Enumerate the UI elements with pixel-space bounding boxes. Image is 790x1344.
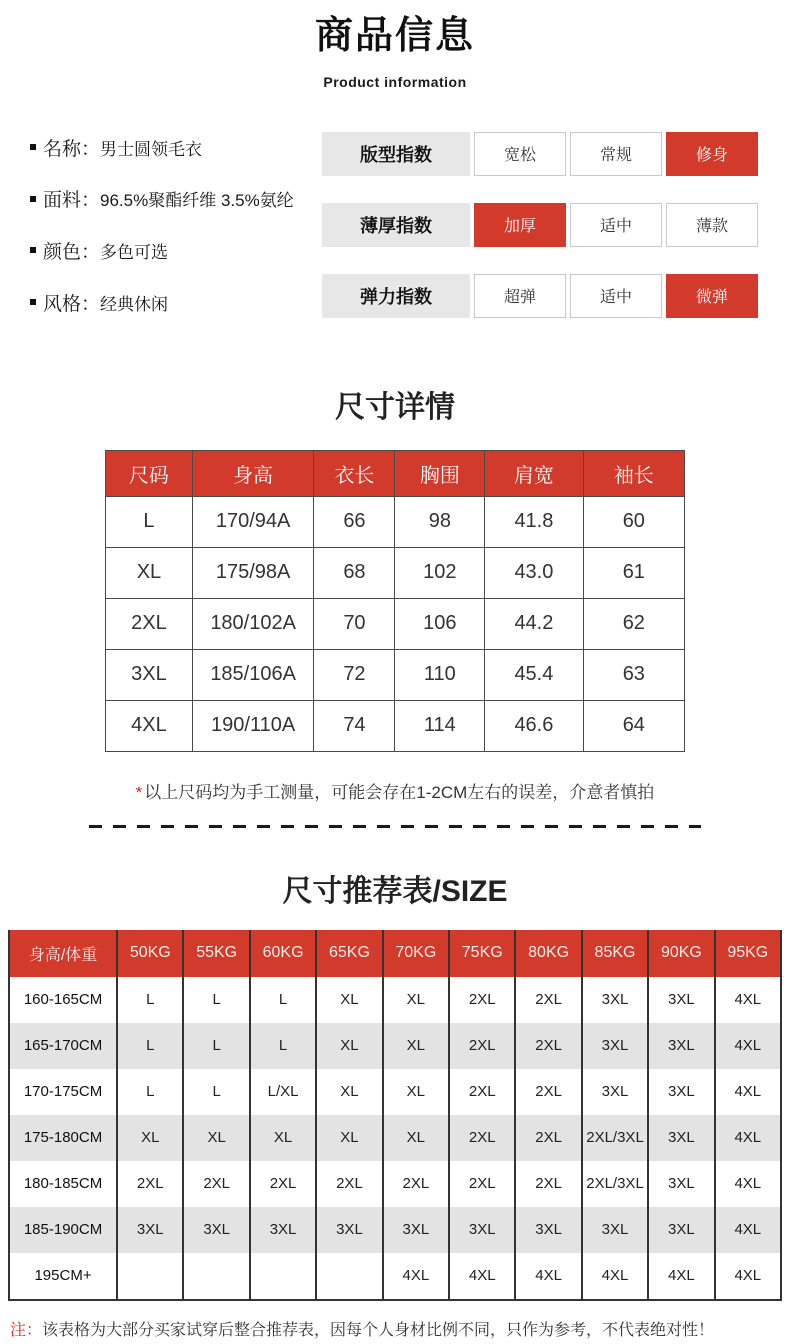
table-cell: XL [183,1115,249,1161]
table-cell: XL [383,1023,449,1069]
table-cell: 4XL [515,1253,581,1300]
table-row [9,1207,781,1253]
table-cell: 2XL [515,977,581,1023]
bullet-square-icon [30,196,36,202]
table-cell: 61 [583,547,684,598]
size-detail-title: 尺寸详情 [335,390,455,424]
table-cell: 175-180CM [23,1129,103,1147]
table-cell: L [117,977,183,1023]
table-cell: 195CM+ [34,1267,92,1285]
index-option-selected: 修身 [666,132,758,176]
bottom-note-text: 该表格为大部分买家试穿后整合推荐表，因每个人身材比例不同，只作为参考，不代表绝对性！ [42,1321,715,1339]
table-cell: 3XL [648,1115,714,1161]
table-cell: 2XL [250,1161,316,1207]
table-cell: 185/106A [192,649,314,700]
attribute-value: 96.5%聚酯纤维 3.5%氨纶 [100,191,294,211]
attribute-item [30,185,322,212]
table-cell: 3XL [582,977,648,1023]
bullet-square-icon [30,144,36,150]
attribute-value: 经典休闲 [100,294,169,314]
table-cell: 3XL [449,1207,515,1253]
attribute-item [30,237,322,264]
table-cell: 2XL/3XL [582,1115,648,1161]
table-header-cell: 70KG [383,930,449,977]
measure-note [0,778,790,803]
table-cell: 102 [395,547,485,598]
table-cell: XL [117,1115,183,1161]
table-cell: 4XL [715,977,781,1023]
table-row [9,1069,781,1115]
table-cell: L [117,1023,183,1069]
size-recommend-header [9,930,781,977]
page-header [0,0,790,90]
table-cell: 2XL [515,1023,581,1069]
table-cell: 43.0 [485,547,583,598]
table-header-cell: 肩宽 [485,450,583,496]
table-cell: 4XL [106,700,193,751]
bottom-note [0,1317,790,1340]
table-row [106,649,685,700]
product-info-section [0,132,790,318]
table-cell: 98 [395,496,485,547]
index-row [322,203,758,247]
index-option-selected: 微弹 [666,274,758,318]
table-cell: XL [383,977,449,1023]
table-cell: 46.6 [485,700,583,751]
table-cell: XL [250,1115,316,1161]
table-cell [316,1253,382,1300]
table-cell: 3XL [648,1207,714,1253]
table-cell: 2XL [383,1161,449,1207]
table-cell: L [117,1069,183,1115]
table-cell: 3XL [582,1069,648,1115]
table-row [9,1115,781,1161]
table-cell: 70 [314,598,395,649]
table-cell: 2XL [449,1023,515,1069]
table-cell: 3XL [582,1023,648,1069]
table-cell: 3XL [106,649,193,700]
table-cell: XL [316,1023,382,1069]
table-cell: 4XL [383,1253,449,1300]
table-cell: 4XL [715,1023,781,1069]
table-header-cell: 衣长 [314,450,395,496]
table-cell: 62 [583,598,684,649]
table-header-cell: 75KG [449,930,515,977]
table-cell: 2XL [449,1115,515,1161]
table-cell: 3XL [250,1207,316,1253]
table-cell: 180/102A [192,598,314,649]
table-cell: L [250,977,316,1023]
table-cell: 2XL [183,1161,249,1207]
table-cell: 60 [583,496,684,547]
size-detail-body [106,496,685,751]
table-cell [183,1253,249,1300]
size-detail-table [105,450,685,752]
asterisk-icon: * [135,782,143,802]
table-header-cell: 袖长 [583,450,684,496]
index-row [322,274,758,318]
table-cell: 2XL [515,1161,581,1207]
table-cell: 4XL [449,1253,515,1300]
attribute-value: 男士圆领毛衣 [100,139,203,159]
table-header-cell: 80KG [515,930,581,977]
measure-note-text: 以上尺码均为手工测量，可能会存在1-2CM左右的误差，介意者慎拍 [144,782,655,802]
page-title: 商品信息 [314,15,475,57]
table-cell: 4XL [715,1115,781,1161]
index-option: 适中 [570,203,662,247]
table-cell: 3XL [582,1207,648,1253]
table-cell: 106 [395,598,485,649]
size-detail-header [106,450,685,496]
table-cell: 3XL [316,1207,382,1253]
index-option: 适中 [570,274,662,318]
table-row [106,547,685,598]
table-cell: 4XL [715,1161,781,1207]
attribute-label: 名称： [43,138,101,160]
index-option: 超弹 [474,274,566,318]
table-header-cell: 身高 [192,450,314,496]
table-cell: L [183,1023,249,1069]
table-cell [117,1253,183,1300]
attribute-label: 颜色： [43,241,101,263]
table-cell: 3XL [117,1207,183,1253]
table-cell: 170/94A [192,496,314,547]
attribute-item [30,134,322,161]
table-row [106,598,685,649]
attribute-list [30,132,322,316]
table-cell: 66 [314,496,395,547]
table-cell: 72 [314,649,395,700]
table-cell: XL [316,1069,382,1115]
table-cell: 175/98A [192,547,314,598]
size-recommend-title: 尺寸推荐表/SIZE [282,874,508,908]
table-cell: 2XL [117,1161,183,1207]
table-header-cell: 85KG [582,930,648,977]
index-option-selected: 加厚 [474,203,566,247]
table-header-cell: 95KG [715,930,781,977]
table-cell: XL [106,547,193,598]
table-cell: 185-190CM [23,1221,103,1239]
table-cell: 4XL [715,1253,781,1300]
table-header-row [106,450,685,496]
table-cell: 4XL [582,1253,648,1300]
index-option: 常规 [570,132,662,176]
page-subtitle: Product information [323,73,467,90]
table-row [9,1253,781,1300]
table-header-cell: 身高/体重 [9,930,117,977]
index-label: 版型指数 [322,132,470,176]
table-cell: 4XL [715,1069,781,1115]
table-header-cell: 55KG [183,930,249,977]
table-cell: L [106,496,193,547]
table-row [9,977,781,1023]
table-cell: 2XL [449,1069,515,1115]
attribute-label: 面料： [43,190,101,212]
table-cell: L/XL [250,1069,316,1115]
table-header-cell: 90KG [648,930,714,977]
bullet-square-icon [30,247,36,253]
table-cell: 64 [583,700,684,751]
bullet-square-icon [30,299,36,305]
table-cell: 4XL [648,1253,714,1300]
table-cell: 3XL [648,1023,714,1069]
index-row [322,132,758,176]
dashed-divider [89,825,701,828]
table-cell: 2XL [449,977,515,1023]
table-cell: XL [316,977,382,1023]
table-cell: 2XL [316,1161,382,1207]
table-cell: 114 [395,700,485,751]
table-cell: XL [316,1115,382,1161]
table-cell: 63 [583,649,684,700]
table-cell: 3XL [183,1207,249,1253]
table-cell: 2XL [106,598,193,649]
table-row [106,700,685,751]
index-label: 弹力指数 [322,274,470,318]
table-cell: 190/110A [192,700,314,751]
table-cell: 2XL [449,1161,515,1207]
table-row [9,1161,781,1207]
table-header-cell: 65KG [316,930,382,977]
table-cell: L [250,1023,316,1069]
table-cell: 3XL [648,977,714,1023]
table-cell: 4XL [715,1207,781,1253]
table-cell: 44.2 [485,598,583,649]
attribute-label: 风格： [43,293,101,315]
table-header-row [9,930,781,977]
table-cell: L [183,977,249,1023]
index-option: 宽松 [474,132,566,176]
attribute-item [30,289,322,316]
table-cell: L [183,1069,249,1115]
table-cell: 110 [395,649,485,700]
table-cell: 2XL [515,1115,581,1161]
table-header-cell: 尺码 [106,450,193,496]
size-recommend-body [9,977,781,1300]
table-row [9,1023,781,1069]
index-label: 薄厚指数 [322,203,470,247]
table-cell: 45.4 [485,649,583,700]
index-table [322,132,758,318]
table-cell: 2XL/3XL [582,1161,648,1207]
table-cell [250,1253,316,1300]
table-header-cell: 胸围 [395,450,485,496]
table-cell: 3XL [515,1207,581,1253]
table-cell: 170-175CM [23,1083,103,1101]
size-recommend-table [8,930,782,1301]
table-cell: 3XL [648,1161,714,1207]
index-option: 薄款 [666,203,758,247]
table-header-cell: 50KG [117,930,183,977]
table-cell: 180-185CM [23,1175,103,1193]
bottom-note-label: 注： [10,1321,43,1339]
table-row [106,496,685,547]
table-cell: 160-165CM [23,991,103,1009]
table-cell: 3XL [383,1207,449,1253]
table-cell: XL [383,1069,449,1115]
table-cell: 68 [314,547,395,598]
table-cell: 3XL [648,1069,714,1115]
attribute-value: 多色可选 [100,242,169,262]
table-cell: 2XL [515,1069,581,1115]
table-cell: XL [383,1115,449,1161]
table-header-cell: 60KG [250,930,316,977]
table-cell: 165-170CM [23,1037,103,1055]
table-cell: 74 [314,700,395,751]
table-cell: 41.8 [485,496,583,547]
